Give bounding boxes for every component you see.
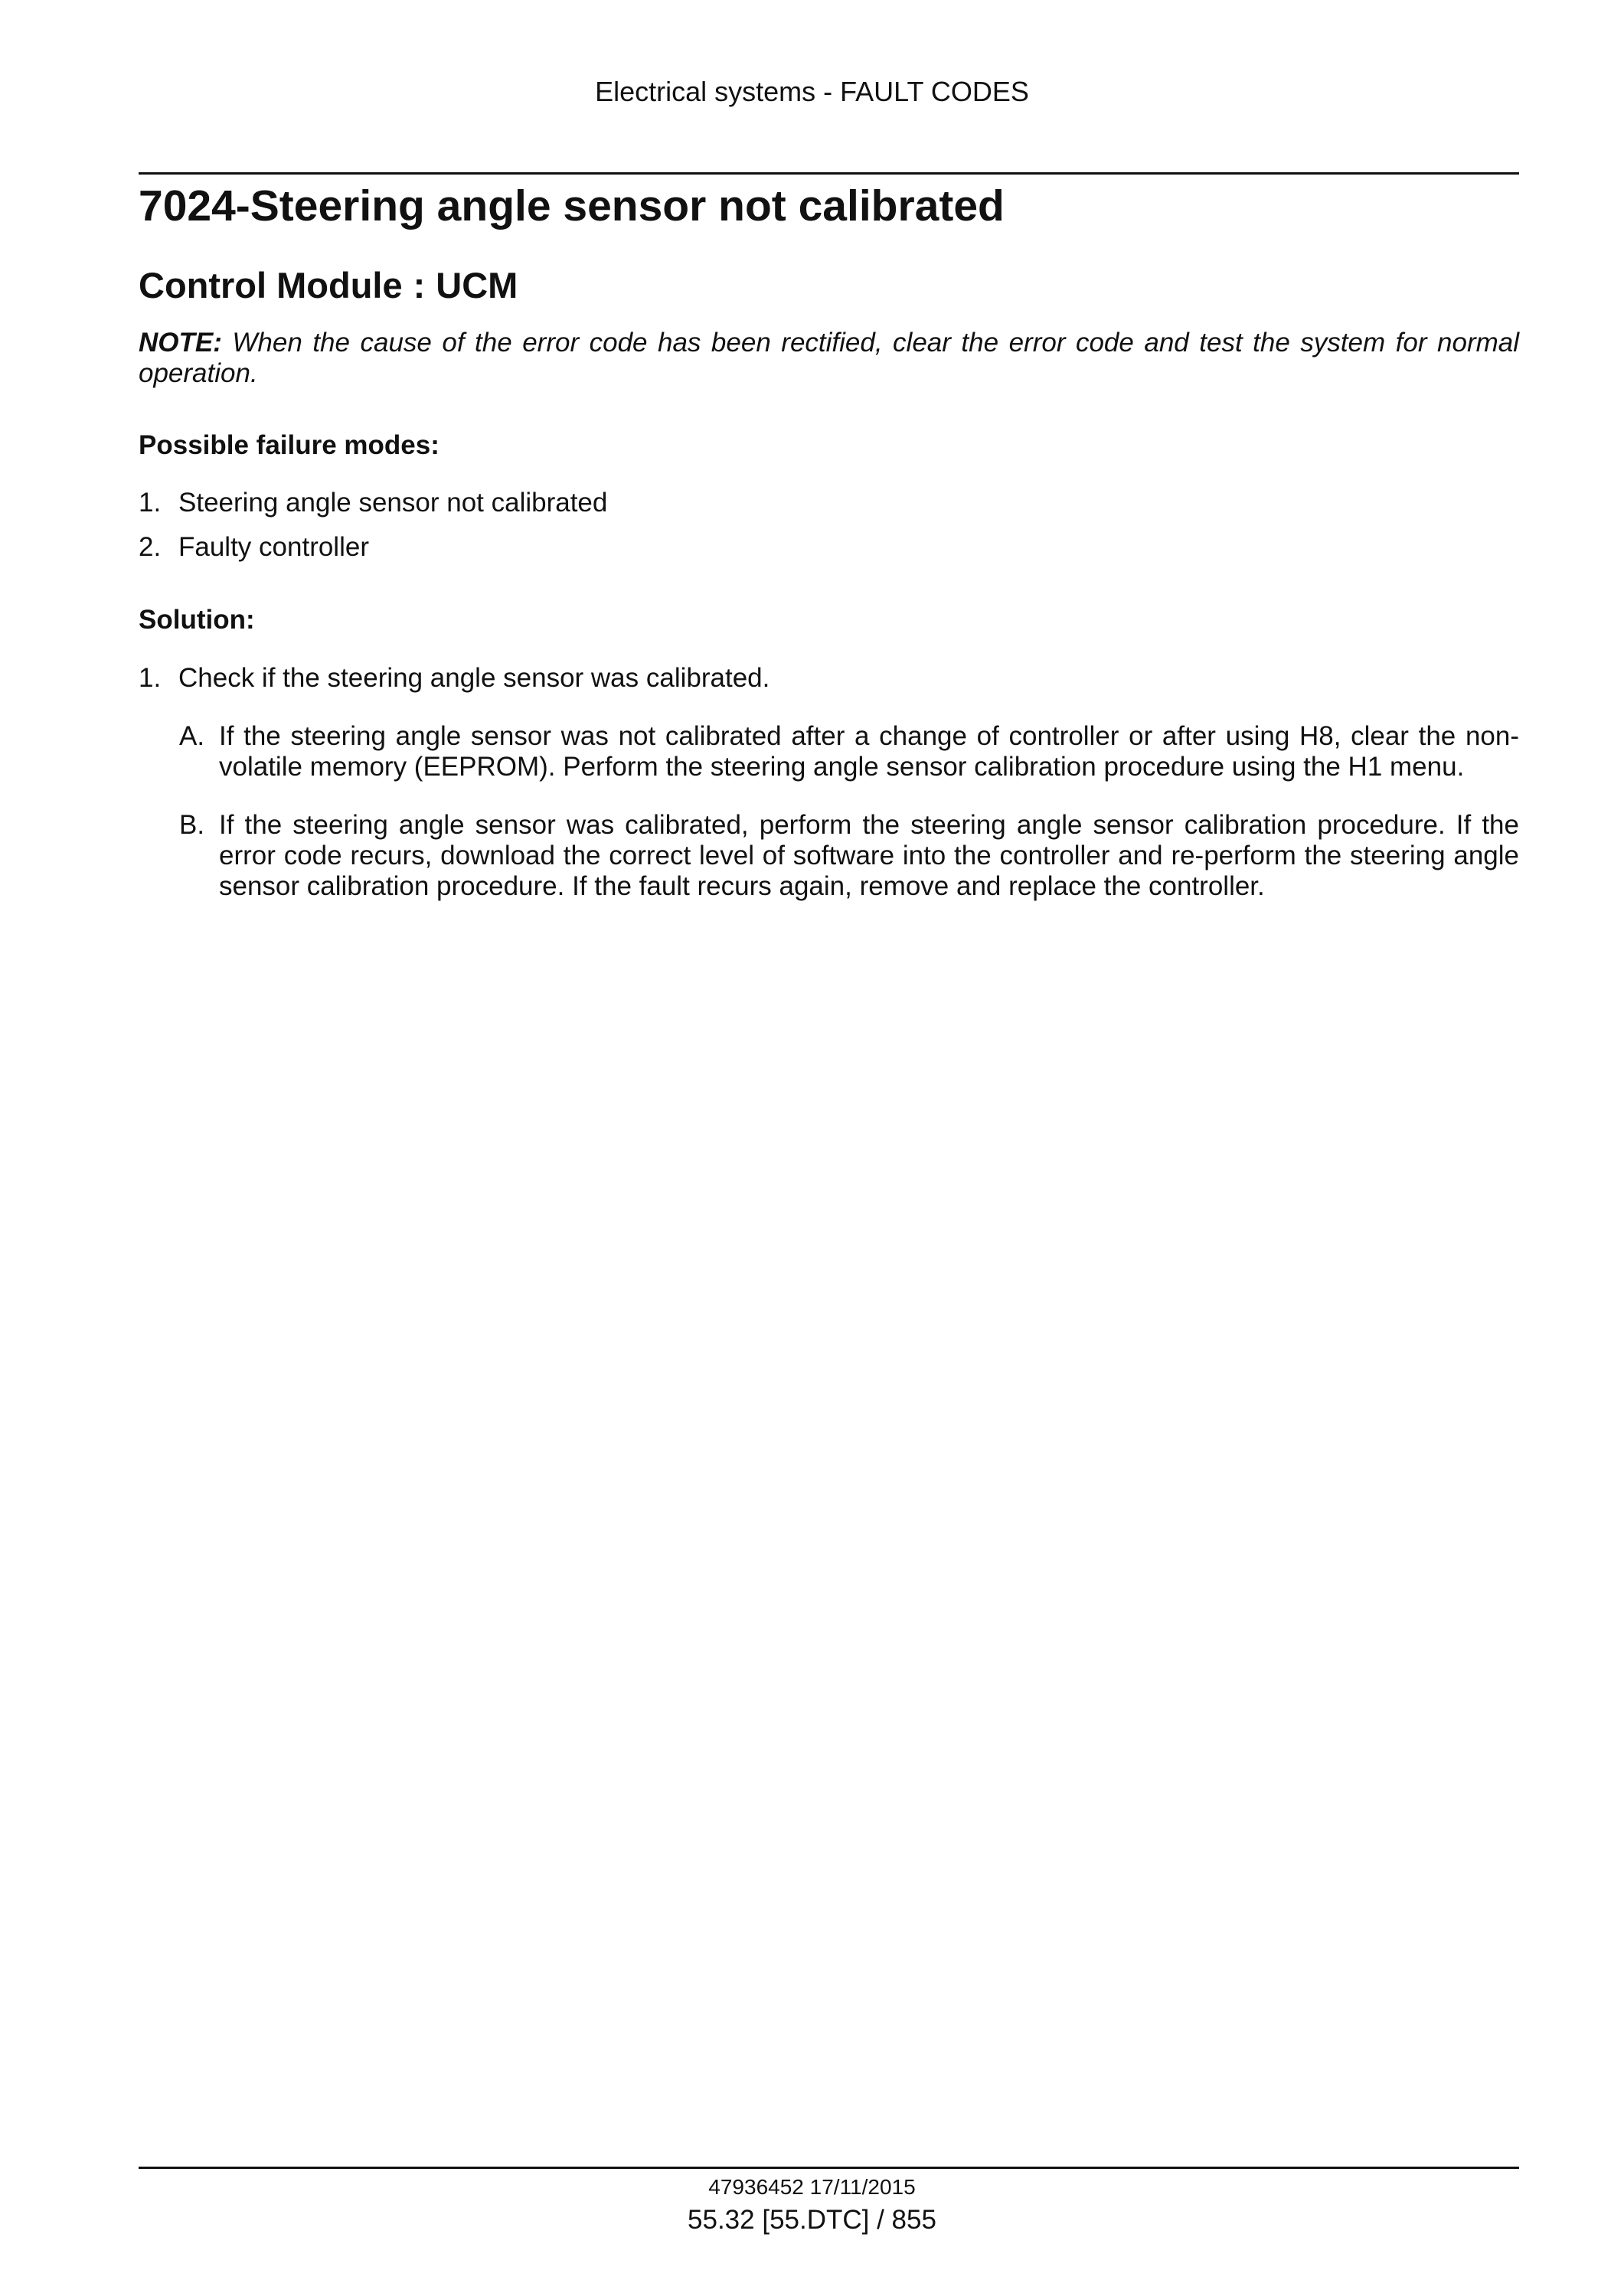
page-reference: 55.32 [55.DTC] / 855 [688,2205,936,2235]
page-header: Electrical systems - FAULT CODES [595,76,1029,107]
note-text: When the cause of the error code has been rectified, clear the error code and test the system for normal operation. [139,328,1519,388]
solution-substep-letter: A. [179,721,205,751]
solution-step-number: 1. [139,663,162,693]
control-module-heading [139,263,518,308]
control-module-value: UCM [436,265,518,305]
solution-substep-text: If the steering angle sensor was not calibrated after a change of controller or after using H8, clear the non-volatile memory (EEPROM). Perform the steering angle sensor calibration procedure using the H1 menu. [219,721,1519,782]
solution-substep-letter: B. [179,810,205,840]
list-item-text: Faulty controller [178,532,369,562]
list-item-text: Steering angle sensor not calibrated [178,488,608,518]
document-id: 47936452 17/11/2015 [708,2175,916,2199]
footer-divider [139,2167,1519,2169]
header-divider [139,172,1519,175]
fault-code-title: 7024-Steering angle sensor not calibrated [139,181,1005,230]
failure-modes-heading: Possible failure modes: [139,430,439,460]
list-item-number: 2. [139,532,162,562]
control-module-label: Control Module [139,265,403,305]
control-module-separator: : [413,265,426,305]
list-item-number: 1. [139,488,162,518]
note-paragraph [139,328,1519,389]
solution-heading: Solution: [139,605,255,635]
solution-substep-text: If the steering angle sensor was calibrated, perform the steering angle sensor calibration procedure. If the error code recurs, download the correct level of software into the controller and re-perform the steering angle sensor calibration procedure. If the fault recurs again, remove and replace the controller. [219,810,1519,901]
note-label: NOTE: [139,328,222,358]
solution-step-text: Check if the steering angle sensor was calibrated. [178,663,770,693]
